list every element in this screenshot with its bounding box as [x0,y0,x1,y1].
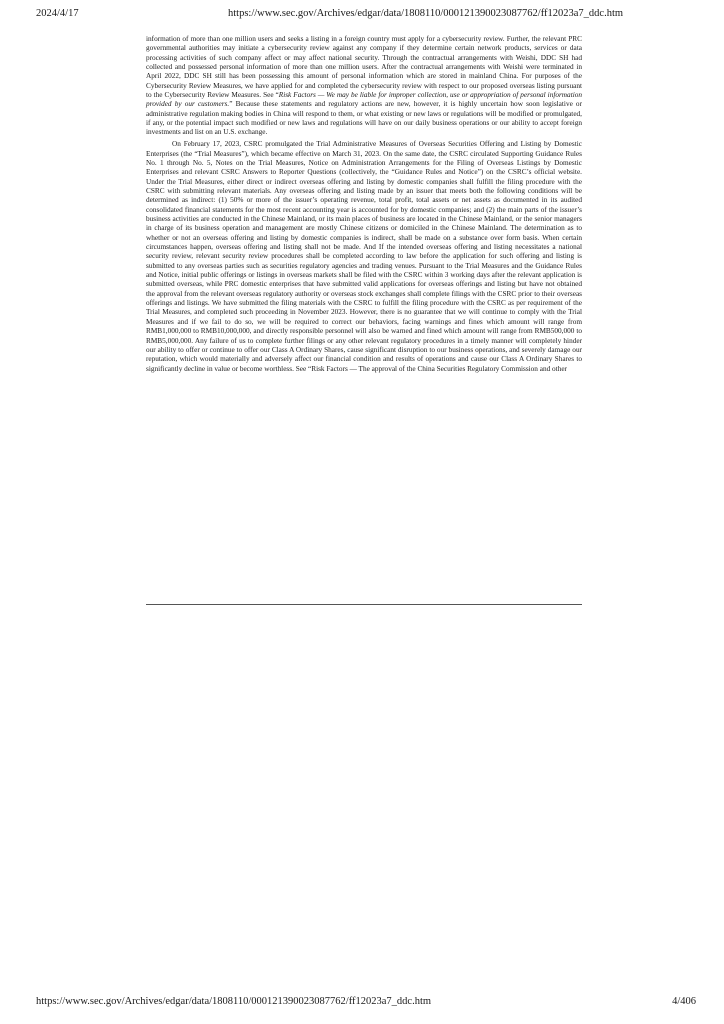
page-number: 4/406 [672,996,696,1007]
page-divider [146,604,582,605]
header-url: https://www.sec.gov/Archives/edgar/data/1808110/000121390023087762/ff12023a7_ddc.htm [228,8,624,19]
paragraph-text: ” Because these statements and regulatory actions are new, however, it is highly uncertain how soon legislative or administrative regulation making bodies in China will respond to them, or what existing or new laws or regulations will be modified or promulgated, if any, or the potential impact such modified or new laws and regulations will have on our daily business operations or our ability to accept foreign investments and list on an U.S. exchange. [146,100,582,137]
paragraph-trial-measures: On February 17, 2023, CSRC promulgated the Trial Administrative Measures of Overseas Securities Offering and Listing by Domestic Enterprises (the “Trial Measures”), which became effective on March 31, 2023. On the same date, the CSRC circulated Supporting Guidance Rules No. 1 through No. 5, Notes on the Trial Measures, Notice on Administration Arrangements for the Filing of Overseas Listings by Domestic Enterprises and relevant CSRC Answers to Reporter Questions (collectively, the “Guidance Rules and Notice”) on the CSRC’s official website. Under the Trial Measures, either direct or indirect overseas offering and listing by domestic companies shall fulfill the filing procedure with the CSRC with submitting relevant materials. Any overseas offering and listing made by an issuer that meets both the following conditions will be determined as indirect: (1) 50% or more of the issuer’s operating revenue, total profit, total assets or net assets as documented in its audited consolidated financial statements for the most recent accounting year is accounted for by domestic companies; and (2) the main parts of the issuer’s business activities are conducted in the Chinese Mainland, or its main places of business are located in the Chinese Mainland, or the senior managers in charge of its business operation and management are mostly Chinese citizens or domiciled in the Chinese Mainland. The determination as to whether or not an overseas offering and listing by domestic companies is indirect, shall be made on a substance over form basis. When certain circumstances happen, overseas offering and listing shall not be made. And If the intended overseas offering and listing necessitates a national security review, relevant security review procedures shall be completed according to law before the application for such offering and listing is submitted to any overseas parties such as securities regulatory agencies and trading venues. Pursuant to the Trial Measures and the Guidance Rules and Notice, initial public offerings or listings in overseas markets shall be filed with the CSRC within 3 working days after the relevant application is submitted overseas, while PRC domestic enterprises that have submitted valid applications for overseas offerings and listing but have not obtained the approval from the relevant overseas regulatory authority or overseas stock exchanges shall complete filings with the CSRC prior to their overseas offerings and listings. We have submitted the filing materials with the CSRC to fulfill the filing procedure with the CSRC as per requirement of the Trial Measures, and completed such proceeding in November 2023. However, there is no guarantee that we will continue to comply with the Trial Measures and if we fail to do so, we will be required to correct our behaviors, facing warnings and fines which amount will range from RMB1,000,000 to RMB10,000,000, and directly responsible personnel will also be warned and fined which amount will range from RMB500,000 to RMB5,000,000. Any failure of us to complete further filings or any other relevant regulatory procedures in a timely manner will completely hinder our ability to offer or continue to offer our Class A Ordinary Shares, cause significant disruption to our business operations, and severely damage our reputation, which would materially and adversely affect our financial condition and results of operations and cause our Class A Ordinary Shares to significantly decline in value or become worthless. See “Risk Factors — The approval of the China Securities Regulatory Commission and other [146,140,582,373]
footer-url: https://www.sec.gov/Archives/edgar/data/1808110/000121390023087762/ff12023a7_ddc.htm [36,996,432,1007]
print-date: 2024/4/17 [36,8,79,19]
paragraph-cybersecurity [146,35,582,138]
document-body [146,35,582,374]
paragraph-text: information of more than one million users and seeks a listing in a foreign country must apply for a cybersecurity review. Further, the relevant PRC governmental authorities may initiate a cybersecurity review against any company if they determine certain network products, services or data processing activities of such company affect or may affect national security. Through the contractual arrangements with Weishi, DDC SH had collected and possessed personal information of more than one million users. After the contractual arrangements with Weishi were terminated in April 2022, DDC SH still has been possessing this amount of personal information which are stored in mainland China. For purposes of the Cybersecurity Review Measures, we have applied for and completed the cybersecurity review with respect to our proposed overseas listing pursuant to the Cybersecurity Review Measures. See “ [146,35,582,100]
risk-factor-reference: Risk Factors — We may be liable for improper collection, use or appropriation of personal information provided by our customers. [146,91,582,109]
